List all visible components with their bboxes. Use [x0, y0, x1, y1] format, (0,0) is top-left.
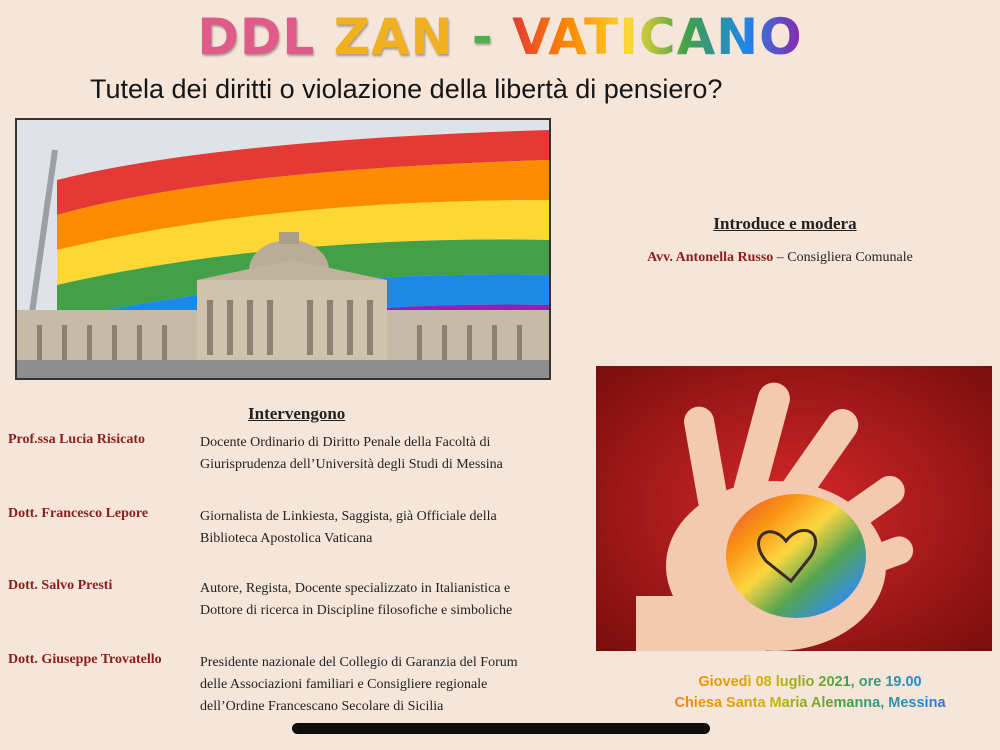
speaker-role-line: Dottore di ricerca in Discipline filosofiche e simboliche — [200, 603, 513, 618]
speaker-role-line: Giurisprudenza dell’Università degli Studi di Messina — [200, 457, 503, 472]
intro-moderator — [560, 250, 1000, 266]
speaker-name: Dott. Giuseppe Trovatello — [8, 652, 162, 667]
speaker-role — [200, 432, 580, 476]
home-indicator-bar[interactable] — [292, 723, 710, 734]
speaker-role-line: Autore, Regista, Docente specializzato in Italianistica e — [200, 581, 511, 596]
speaker-role-line: Presidente nazionale del Collegio di Garanzia del Forum — [200, 655, 518, 670]
speaker-role — [200, 652, 580, 718]
event-details — [620, 672, 1000, 714]
speaker-role — [200, 578, 580, 622]
moderator-role: – Consigliera Comunale — [773, 250, 913, 265]
rainbow-hand-photo — [596, 366, 992, 651]
flag-vatican-photo — [15, 118, 551, 380]
title-word-ddl: DDL — [197, 8, 316, 66]
speaker-role-line: Giornalista de Linkiesta, Saggista, già Officiale della — [200, 509, 497, 524]
speaker-role-line: Biblioteca Apostolica Vaticana — [200, 531, 373, 546]
title-dash: - — [471, 8, 494, 66]
speaker-name: Prof.ssa Lucia Risicato — [8, 432, 146, 447]
speaker-role-line: delle Associazioni familiari e Consigliere regionale — [200, 677, 488, 692]
event-place: Chiesa Santa Maria Alemanna, Messina — [620, 693, 1000, 714]
title-word-zan: ZAN — [333, 8, 454, 66]
speakers-heading: Intervengono — [248, 404, 346, 423]
event-date: Giovedì 08 luglio 2021, ore 19.00 — [620, 672, 1000, 693]
speaker-role-line: Docente Ordinario di Diritto Penale della Facoltà di — [200, 435, 491, 450]
speaker-name: Dott. Francesco Lepore — [8, 506, 149, 521]
speaker-role — [200, 506, 580, 550]
speaker-name: Dott. Salvo Presti — [8, 578, 113, 593]
moderator-name: Avv. Antonella Russo — [647, 250, 774, 265]
speaker-role-line: dell’Ordine Francescano Secolare di Sicilia — [200, 699, 444, 714]
poster-title — [0, 8, 1000, 66]
poster-subtitle: Tutela dei diritti o violazione della libertà di pensiero? — [90, 74, 723, 104]
title-word-vaticano: VATICANO — [512, 8, 803, 66]
intro-heading: Introduce e modera — [713, 214, 857, 233]
